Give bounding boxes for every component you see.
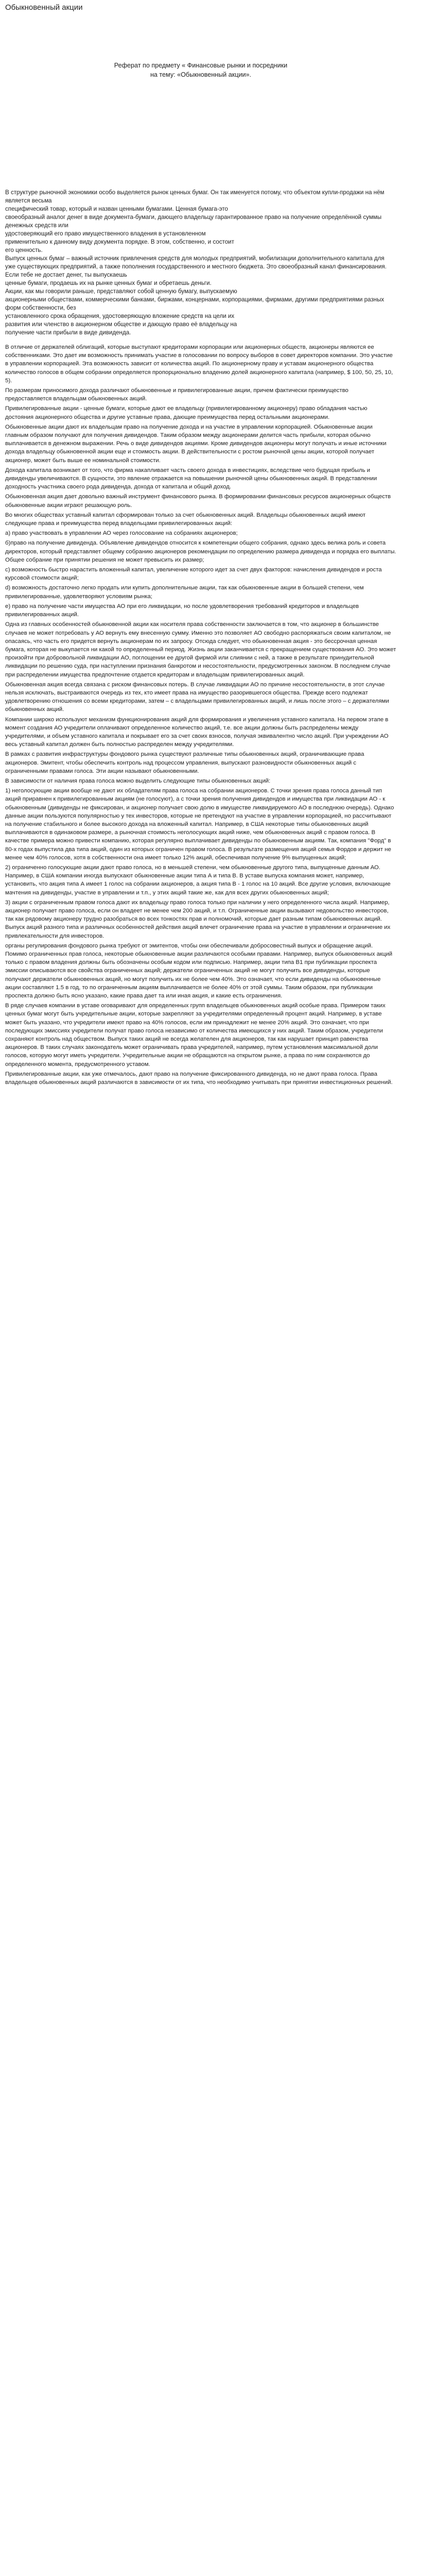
paragraph: Во многих обществах уставный капитал сформирован только за счет обыкновенных акций. Владельцы обыкновенных акций имеют следующие права и преимущества перед владельцами привилегированных акций: — [5, 512, 366, 527]
essay-title-line-1: Реферат по предмету « Финансовые рынки и посредники — [114, 62, 288, 69]
intro-line: его ценность. — [5, 247, 43, 253]
paragraph: Обыкновенная акция дает довольно важный инструмент финансового рынка. В формировании финансовых ресурсов акционерных обществ обыкновенные акции играют решающую роль. — [5, 494, 391, 509]
paragraph: Одна из главных особенностей обыкновенной акции как носителя права собственности заключается в том, что акционер в большинстве случаев не может потребовать у АО вернуть ему внесенную сумму. Именно это позволяет АО свободно распоряжаться своим капиталом, не опасаясь, что часть его придется вернуть акционерам по их запросу. Отсюда следует, что обыкновенная акция - это бессрочная ценная бумага, которая не выкупается ни какой то определенный период. Жизнь акции заканчивается с прекращением существования АО. Это может произойти при добровольной ликвидации АО, поглощении ее другой фирмой или слиянии с ней, а также в результате принудительной ликвидации по решению суда, при наступлении признания банкротом и несостоятельности, предусмотренных законом. В последнем случае при распределении имущества предпочтение отдается кредиторам и владельцам привилегированных акций. — [5, 621, 396, 678]
paragraph: В зависимости от наличия права голоса можно выделить следующие типы обыкновенных акций: — [5, 777, 271, 784]
page-header — [0, 0, 436, 15]
intro-line: Акции, как мы говорили раньше, представляют собой ценную бумагу, выпускаемую — [5, 288, 237, 295]
paragraph: органы регулирования фондового рынка требуют от эмитентов, чтобы они обеспечивали добросовестный выпуск и обращение акций. Помимо ограниченных прав голоса, некоторые обыкновенные акции различаются особыми правами. Например, выпуск обыкновенных акций только с правом владения должны быть обозначены особым кодом или подписью. Например, акции типа B1 при публикации проспекта эмиссии описываются все свойства ограниченных акций; держатели ограниченных акций не могут получить все дивиденды, которые получают держатели обыкновенных акций, но могут получить их не более чем 40%. Это означает, что если дивиденды на обыкновенные акции составляют 1.5 в год, то по ограниченным акциям выплачивается не более 40% от этой суммы. Таким образом, при публикации проспекта должно быть ясно указано, какие права дает та или иная акция, и какие есть ограничения. — [5, 942, 393, 999]
paragraph: Компании широко используют механизм функционирования акций для формирования и увеличения уставного капитала. На первом этапе в момент создания АО учредители оплачивают определенное количество акций, т.е. все акции должны быть распределены между учредителями, и объем уставного капитала и покрывает его за счет своих взносов, получая эквивалентно число акций. При учреждении АО весь уставный капитал должен быть полностью распределен между учредителями. — [5, 716, 389, 748]
intro-line: удостоверяющий его право имущественного владения в установленном — [5, 230, 206, 237]
paragraph: е) право на получение части имущества АО при его ликвидации, но после удовлетворения требований кредиторов и владельцев привилегированных акций. — [5, 603, 359, 618]
paragraph: По размерам приносимого дохода различают обыкновенные и привилегированные акции, причем фактически преимущество предоставляется владельцам обыкновенных акций. — [5, 387, 348, 402]
page-title: Обыкновенный акции — [5, 3, 83, 12]
paragraph: Привилегированные акции - ценные бумаги, которые дают ее владельцу (привилегированному акционеру) право обладания частью достояния акционерного общества и другие уставные права, дающие преимущества перед остальными акционерами. — [5, 405, 368, 420]
intro-line: своеобразный аналог денег в виде документа-бумаги, дающего владельцу гарантированное право на получение определённой суммы денежных средств или — [5, 214, 382, 229]
paragraph: В отличие от держателей облигаций, которые выступают кредиторами корпорации или акционерных обществ, акционеры являются ее собственниками. Это дает им возможность принимать участие в голосовании по вопросу выборов в совет директоров компании. Это участие в управлении корпорацией. Эта возможность зависит от количества акций. По акционерному праву и уставам акционерного общества количество голосов в общем собрании определяется пропорционально владению долей акционерного капитала (например, $ 100, 50, 25, 10, 5). — [5, 344, 393, 384]
intro-line: специфический товар, который и назван ценными бумагами. Ценная бумага-это — [5, 206, 228, 212]
intro-line: развития или членство в акционерном обществе и дающую право её владельцу на — [5, 321, 237, 328]
paragraph: 3) акции с ограниченным правом голоса дают их владельцу право голоса только при наличии у него определенного числа акций. Например, акционер получает право голоса, если он владеет не менее чем 200 акций, и т.п. Ограниченные акции вызывают недовольство инвесторов, так как рядовому акционеру трудно разобраться во всех тонкостях прав и полномочий, которые дает разным типам обыкновенных акций. Выпуск акций разного типа и различных особенностей действия акций влечет ограничение права на участие в управлении и ограничение их привлекательности для инвесторов. — [5, 899, 391, 939]
intro-line: ценные бумаги, продаешь их на рынке ценных бумаг и обретаешь деньги. — [5, 280, 212, 286]
paragraph: В ряде случаев компании в уставе оговаривают для определенных групп владельцев обыкновенных акций особые права. Примером таких ценных бумаг могут быть учредительные акции, которые закрепляют за учредителями определенный процент акций. Например, в уставе может быть указано, что учредители имеют право на 40% голосов, если им принадлежит не менее 20% акций. Это означает, что при последующих эмиссиях учредители получат право голоса независимо от количества имеющихся у них акций. Таким образом, учредители сохраняют контроль над обществом. Выпуск таких акций не всегда желателен для акционеров, так как нарушает принцип равенства акционеров. В таких случаях законодатель может ограничивать права учредителей, например, путем установления максимальной доли голосов, которую могут иметь учредители. Учредительные акции не обращаются на открытом рынке, а права по ним сохраняются до определенного момента, предусмотренного уставом. — [5, 1003, 386, 1067]
intro-line: В структуре рыночной экономики особо выделяется рынок ценных бумаг. Он так именуется потому, что объектом купли-продажи на нём является весьма — [5, 189, 385, 204]
paragraph: 1) неголосующие акции вообще не дают их обладателям права голоса на собрании акционеров. С точки зрения права голоса данный тип акций приравнен к привилегированным акциям (не голосуют), а с точки зрения получения дивидендов и имущества при ликвидации АО - к обыкновенным (дивиденды не фиксирован, и акционер получает свою долю в имуществе ликвидируемого АО в последнюю очередь). Однако данные акции пользуются популярностью у тех инвесторов, которые не претендуют на участие в управлении корпорацией, но рассчитывают на получение стабильного и более высокого дохода на вложенный капитал. Например, в США некоторые типы обыкновенных акций выплачиваются в одинаковом размере, а рыночная стоимость неголосующих акций ниже, чем обыкновенных акций с правом голоса. В качестве примера можно привести компанию, которая регулярно выплачивает дивиденды по обыкновенным акциям. Так, компания "Форд" в 80-х годах выпустила два типа акций, один из которых ограничен правом голоса. В результате размещения акций семья Фордов и держит не менее чем 40% голосов, хотя в собственности она имеет только 12% акций, обеспечивая получение 9% выпущенных акций; — [5, 788, 394, 861]
intro-line: Выпуск ценных бумаг – важный источник привлечения средств для молодых предприятий, мобилизации дополнительного капитала для уже существующих предприятий, а также пополнения государственного и местного бюджета. Это своеобразный канал финансирования. Если тебе не достает денег, ты выпускаешь — [5, 255, 387, 278]
paragraph: Обыкновенная акция всегда связана с риском финансовых потерь. В случае ликвидации АО по причине несостоятельности, в этот случае нельзя исключать, выстраиваются очередь из тех, кто имеет права на имущество разорившегося общества. Прежде всего подлежат удовлетворению отношения со всеми кредиторами, затем – с владельцами привилегированных акций, и лишь после этого – с держателями обыкновенных акций. — [5, 681, 389, 713]
paragraph: d) возможность достаточно легко продать или купить дополнительные акции, так как обыкновенные акции в большей степени, чем привилегированные, удовлетворяют условиям рынка; — [5, 585, 364, 600]
intro-line: получение части прибыли в виде дивиденда. — [5, 329, 131, 336]
intro-line: акционерными обществами, коммерческими банками, биржами, концернами, корпорациями, фирмами, другими предприятиями разных форм собственности, без — [5, 296, 385, 311]
spacer — [5, 79, 396, 189]
paragraph: с) возможность быстро нарастить вложенный капитал, увеличение которого идет за счет двух факторов: начисления дивидендов и роста курсовой стоимости акций; — [5, 567, 382, 582]
intro-line: применительно к данному виду документа порядке. В этом, собственно, и состоит — [5, 239, 234, 245]
paragraph: Привилегированные акции, как уже отмечалось, дают право на получение фиксированного дивиденда, но не дают права голоса. Права владельцев обыкновенных акций различаются в зависимости от их типа, что необходимо учитывать при принятии инвестиционных решений. — [5, 1071, 393, 1086]
paragraph: Обыкновенные акции дают их владельцам право на получение дохода и на участие в управлении корпорацией. Обыкновенные акции главным образом получают для получения дивидендов. Таким образом между акционерами делится часть прибыли, которая обычно выплачивается в денежном выражении. Речь о виде дивидендов акциями. Кроме дивидендов акционеры могут получать и иные источники дохода владельцу обыкновенной акции еще и стоимость акции. В действительности с ростом рыночной цены акции, которой получает акционер, может быть выше ее номинальной стоимости. — [5, 423, 387, 464]
section-main — [5, 343, 396, 1087]
section-intro — [5, 189, 396, 337]
essay-title-line-2: на тему: «Обыкновенный акции». — [150, 71, 252, 78]
paragraph: б)право на получение дивиденда. Объявление дивидендов относится к компетенции общего собрания, однако здесь велика роль и совета директоров, который представляет общему собранию акционеров рекомендации по определению размера дивиденда и порядка его выплаты. Общее собрание при принятии решения не может превысить их размер; — [5, 540, 396, 563]
paragraph: 2) ограниченно голосующие акции дают право голоса, но в меньшей степени, чем обыкновенные другого типа, выпущенные данным АО. Например, в США компании иногда выпускают обыкновенные акции типа А и типа В. В уставе выпуска компания может, например, установить, что акция типа А имеет 1 голос на собрании акционеров, а акция типа В - 1 голос на 10 акций. Все другие условия, включающие мачтения на дивиденды, участие в управлении и т.п., у этих акций такие же, как для всех других обыкновенных акций; — [5, 864, 391, 896]
paragraph: а) право участвовать в управлении АО через голосование на собраниях акционеров; — [5, 530, 238, 537]
paragraph: Дохода капитала возникает от того, что фирма накапливает часть своего дохода в инвестициях, вследствие чего будущая прибыль и дивиденды увеличиваются. В сущности, это явление отражается на повышении рыночной цены обыкновенных акций. В представлении доходность участника своего рода дивиденда, дохода от капитала и общий доход. — [5, 467, 377, 490]
intro-line: установленного срока обращения, удостоверяющую вложение средств на цели их — [5, 313, 235, 319]
document-body — [5, 25, 396, 1088]
essay-title-block — [5, 61, 396, 79]
paragraph: В рамках с развития инфраструктуры фондового рынка существуют различные типы обыкновенных акций, ограничивающие права акционеров. Эмитент, чтобы обеспечить контроль над процессом управления, выпускают разновидности обыкновенных акций с ограниченными правами голоса. Эти акции называют обыкновенными. — [5, 751, 364, 774]
